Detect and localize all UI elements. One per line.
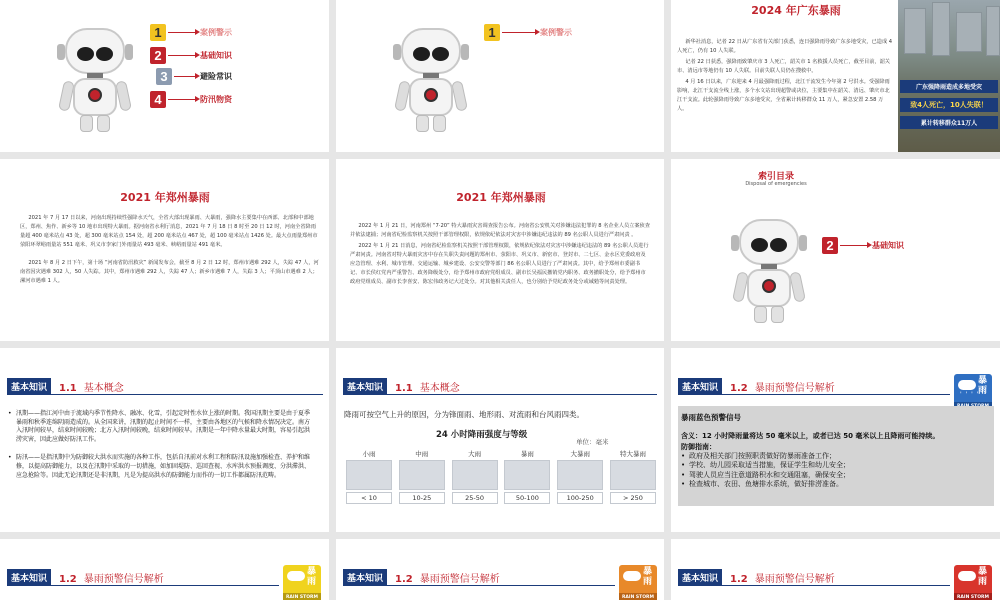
slide-thumbnail-11[interactable]: [336, 539, 664, 600]
index-number: 4: [150, 91, 166, 108]
section-title: 暴雨预警信号解析: [754, 383, 835, 394]
section-number: 1.1: [59, 383, 77, 394]
guide-item: • 驾驶人员应当注意道路积水和交通阻塞，确保安全；: [681, 471, 991, 480]
slide-title: 2024 年广东暴雨: [751, 4, 841, 17]
section-title: 暴雨预警信号解析: [419, 574, 500, 585]
arrow-icon: [840, 245, 870, 246]
orange-rainstorm-signal-icon: 暴雨 RAIN STORM: [619, 565, 657, 600]
unit-label: 单位：毫米: [576, 438, 609, 446]
header-divider: [343, 585, 615, 586]
section-header: [343, 378, 460, 395]
index-item-3: [156, 68, 232, 85]
section-header: [678, 569, 835, 586]
range-cell: 50-100: [504, 492, 550, 504]
index-number: 2: [822, 237, 838, 254]
photo-caption-2: 致4人死亡，10人失联！: [900, 98, 998, 112]
guide-list: [681, 452, 991, 490]
section-header: [343, 569, 500, 586]
section-header: [7, 569, 164, 586]
level-bar: [504, 460, 550, 490]
slide-thumbnail-5[interactable]: [336, 159, 664, 341]
slide-thumbnail-9[interactable]: [671, 348, 1000, 532]
signal-name: 暴雨蓝色预警信号: [681, 413, 741, 422]
section-header: [678, 378, 835, 395]
signal-panel: [678, 406, 994, 506]
arrow-icon: [174, 76, 198, 77]
section-tag: 基本知识: [343, 378, 387, 395]
flood-photo: [898, 0, 1000, 152]
body-text: 新华社消息，记者 22 日从广东省有关部门获悉，连日强降雨导致广东多地受灾，已造成 4 人死亡，仍有 10 人失联。 记者 22 日获悉，强降雨致肇庆市 3 人死亡，韶关市 1 名救援人员死亡，截至目前，韶关市、清远市等地仍有 10 人失联。目前失联人员仍在搜救中。 4 月 16 日以来，广东迎来 4 月最强降雨过程，北江干流发生今年第 2 号洪水。受强降雨影响，北江干支流全线上涨，多个水文站出现超警或决位，主要集中在韶关、清远、肇庆市北江干支流。此轮强降雨导致广东多地受灾，全省累计转移群众 11 万人，紧急安置 2.58 万人。: [677, 39, 893, 112]
section-tag: 基本知识: [343, 569, 387, 586]
index-label: 防汛物资: [200, 95, 232, 104]
table-title: 24 小时降雨强度与等级: [436, 430, 528, 440]
blue-rainstorm-signal-icon: ' ' ' ' 暴雨: [954, 374, 992, 412]
red-rainstorm-signal-icon: 暴雨 RAIN STORM: [954, 565, 992, 600]
level-cell: 中雨: [415, 450, 429, 458]
header-divider: [7, 394, 323, 395]
slide-title: 2021 年郑州暴雨: [120, 191, 210, 204]
section-title: 暴雨预警信号解析: [83, 574, 164, 585]
index-label: 避险常识: [200, 72, 232, 81]
photo-caption-3: 累计转移群众11万人: [900, 116, 998, 129]
section-number: 1.1: [395, 383, 413, 394]
section-tag: 基本知识: [678, 569, 722, 586]
yellow-rainstorm-signal-icon: 暴雨 RAIN STORM: [283, 565, 321, 600]
section-title: 基本概念: [419, 383, 460, 394]
range-cell: 10-25: [399, 492, 445, 504]
section-number: 1.2: [59, 574, 77, 585]
slide-subtitle: Disposal of emergencies: [745, 181, 807, 187]
slide-thumbnail-4[interactable]: [0, 159, 329, 341]
slide-title: 索引目录: [757, 172, 794, 182]
header-divider: [678, 585, 950, 586]
range-row: [346, 492, 656, 504]
slide-title: 2021 年郑州暴雨: [456, 191, 546, 204]
section-tag: 基本知识: [7, 378, 51, 395]
intro-text: 降雨可按空气上升的原因，分为锋面雨、地形雨、对流雨和台风雨四类。: [344, 410, 584, 419]
slide-thumbnail-1[interactable]: [0, 0, 329, 152]
range-cell: > 250: [610, 492, 656, 504]
index-label: 基础知识: [200, 51, 232, 60]
section-tag: 基本知识: [678, 378, 722, 395]
robot-mascot: [56, 26, 134, 134]
concept-flood-season: • 汛期——指江河中由于流域内季节性降水、融冰、化雪，引起定时性水位上涨的时期。我国汛期主要是由于夏季暴雨和秋季连绵阴雨造成的。从全国来讲，汛期的起止时间不一样，主要由各地区的气候和降水情况决定。南方入汛时间较早，结束时间较晚；北方入汛时间较晚，结束时间较早。汛期是一年中降水量最大时期，容易引起洪涝灾害，因此应做好防汛工作。: [8, 410, 314, 444]
level-row: [346, 449, 656, 458]
index-label: 基础知识: [872, 241, 904, 250]
index-label: 案例警示: [540, 28, 572, 37]
index-number: 1: [484, 24, 500, 41]
index-number: 2: [150, 47, 166, 64]
photo-caption-1: 广东强降雨造成多地受灾: [900, 80, 998, 93]
section-number: 1.2: [730, 383, 748, 394]
range-cell: < 10: [346, 492, 392, 504]
section-header: [7, 378, 124, 395]
arrow-icon: [168, 55, 198, 56]
index-item-1: [484, 24, 572, 41]
concept-list: [8, 410, 314, 482]
level-bar: [346, 460, 392, 490]
rain-intensity-table: [346, 449, 656, 504]
range-cell: 100-250: [557, 492, 603, 504]
body-text: 2022 年 1 月 21 日，河南郑州 “7·20” 特大暴雨灾害调查报告公布。河南省公安机关对涉嫌违法犯罪的 8 名企业人员立案侦查并依法逮捕；河南省纪检监察机关按照干部管理权限，依规依纪依法对灾害中涉嫌违纪违法的 89 名公职人员进行严肃问责 。 2022 年 1 月 21 日消息，河南省纪检监察机关按照干部管理权限，依规依纪依法对灾害中涉嫌违纪违法的 89 名公职人员进行严肃问责。河南省对特大暴雨灾害中存在失职失责问题的郑州市、荥阳市、巩义市、新密市、登封市、二七区、金水区党委政府及应急管理、水利、城市管理、交通运输、城乡建设、公安交警等部门 86 名公职人员进行了严肃问责。其中，给予郑州市委副书记、市长侯红党内严重警告、政务降级处分，给予郑州市政府党组成员、副市长吴福民撤销党内职务、政务撤职处分，给予郑州市政府党组成员、副市长李喜安、陈宏伟政务记大过处分。对其他相关责任人，也分别给予党纪政务处分或诫勉等问责处理。: [350, 223, 650, 285]
slide-thumbnail-3[interactable]: [671, 0, 1000, 152]
index-label: 案例警示: [200, 28, 232, 37]
guide-item: • 检查城市、农田、鱼塘排水系统，做好排涝准备。: [681, 480, 991, 489]
level-cell: 暴雨: [520, 450, 534, 458]
index-item-4: [150, 91, 232, 108]
arrow-icon: [168, 99, 198, 100]
header-divider: [678, 394, 950, 395]
robot-mascot: [730, 217, 808, 325]
arrow-icon: [168, 32, 198, 33]
level-cell: 小雨: [362, 450, 376, 458]
slide-thumbnail-2[interactable]: [336, 0, 664, 152]
guide-item: • 学校、幼儿园采取适当措施，保证学生和幼儿安全；: [681, 461, 991, 470]
level-bar: [557, 460, 603, 490]
index-number: 3: [156, 68, 172, 85]
slide-thumbnail-12[interactable]: [671, 539, 1000, 600]
level-bar: [610, 460, 656, 490]
guide-label: 防御指南：: [681, 443, 716, 451]
slide-thumbnail-8[interactable]: [336, 348, 664, 532]
header-divider: [7, 585, 279, 586]
range-cell: 25-50: [452, 492, 498, 504]
section-number: 1.2: [395, 574, 413, 585]
level-cell: 特大暴雨: [619, 450, 646, 458]
index-item-2: [150, 47, 232, 64]
body-text: 2021 年 7 月 17 日以来，河南出现持续性强降水天气，全省大部出现暴雨、大暴雨，强降水主要集中在西部、北部和中部地区，郑州、焦作、新乡等 10 地市出现特大暴雨。据河南省水利厅消息，2021 年 7 月 18 日 8 时至 20 日 12 时，河南全省降雨量超 400 毫米站点 43 处，超 300 毫米站点 154 处，超 200 毫米站点 467 处，超 100 毫米站点 1426 处。最大点雨量郑州市荥阳环翠峪雨量站 551 毫米、巩义市李家门外雨量站 493 毫米、峡峪雨量站 491 毫米。 2021 年 8 月 2 日下午，第十场 “河南省防汛救灾” 新闻发布会，截至 8 月 2 日 12 时，郑州市遇难 292 人，失踪 47 人，河南省因灾遇难 302 人，50 人失踪。其中，郑州市遇难 292 人，失踪 47 人；新乡市遇难 7 人，失踪 3 人；平顶山市遇难 2 人；漯河市遇难 1 人。: [20, 215, 319, 284]
slide-thumbnail-7[interactable]: [0, 348, 329, 532]
slide-thumbnail-10[interactable]: [0, 539, 329, 600]
level-cell: 大暴雨: [570, 450, 590, 458]
index-number: 1: [150, 24, 166, 41]
section-tag: 基本知识: [7, 569, 51, 586]
slide-thumbnail-6[interactable]: [671, 159, 1000, 341]
section-title: 基本概念: [83, 383, 124, 394]
index-item-2: [822, 237, 904, 254]
level-bar: [452, 460, 498, 490]
arrow-icon: [502, 32, 538, 33]
guide-item: • 政府及相关部门按照职责做好防暴雨准备工作；: [681, 452, 991, 461]
index-item-1: [150, 24, 232, 41]
level-cell: 大雨: [468, 450, 482, 458]
section-title: 暴雨预警信号解析: [754, 574, 835, 585]
concept-flood-control: • 防汛——是指汛期中为防御较大洪水而实施的各种工作，包括自汛前对水利工程和防汛设施加强检查、养护和维修，以提高防御能力，以及在汛期中采取的一切措施，如加固堤防、巡回查视、水库洪水预报调度、分洪滞洪、应急抢险等。因此无论汛期还是非汛期，凡是为提高洪水的防御能力而作的一切工作都属防汛范畴。: [8, 454, 314, 480]
level-bar: [399, 460, 445, 490]
section-number: 1.2: [730, 574, 748, 585]
robot-mascot: [392, 26, 470, 134]
header-divider: [343, 394, 657, 395]
signal-meaning: 含义：12 小时降雨量将达 50 毫米以上，或者已达 50 毫米以上且降雨可能持续。: [681, 432, 940, 440]
